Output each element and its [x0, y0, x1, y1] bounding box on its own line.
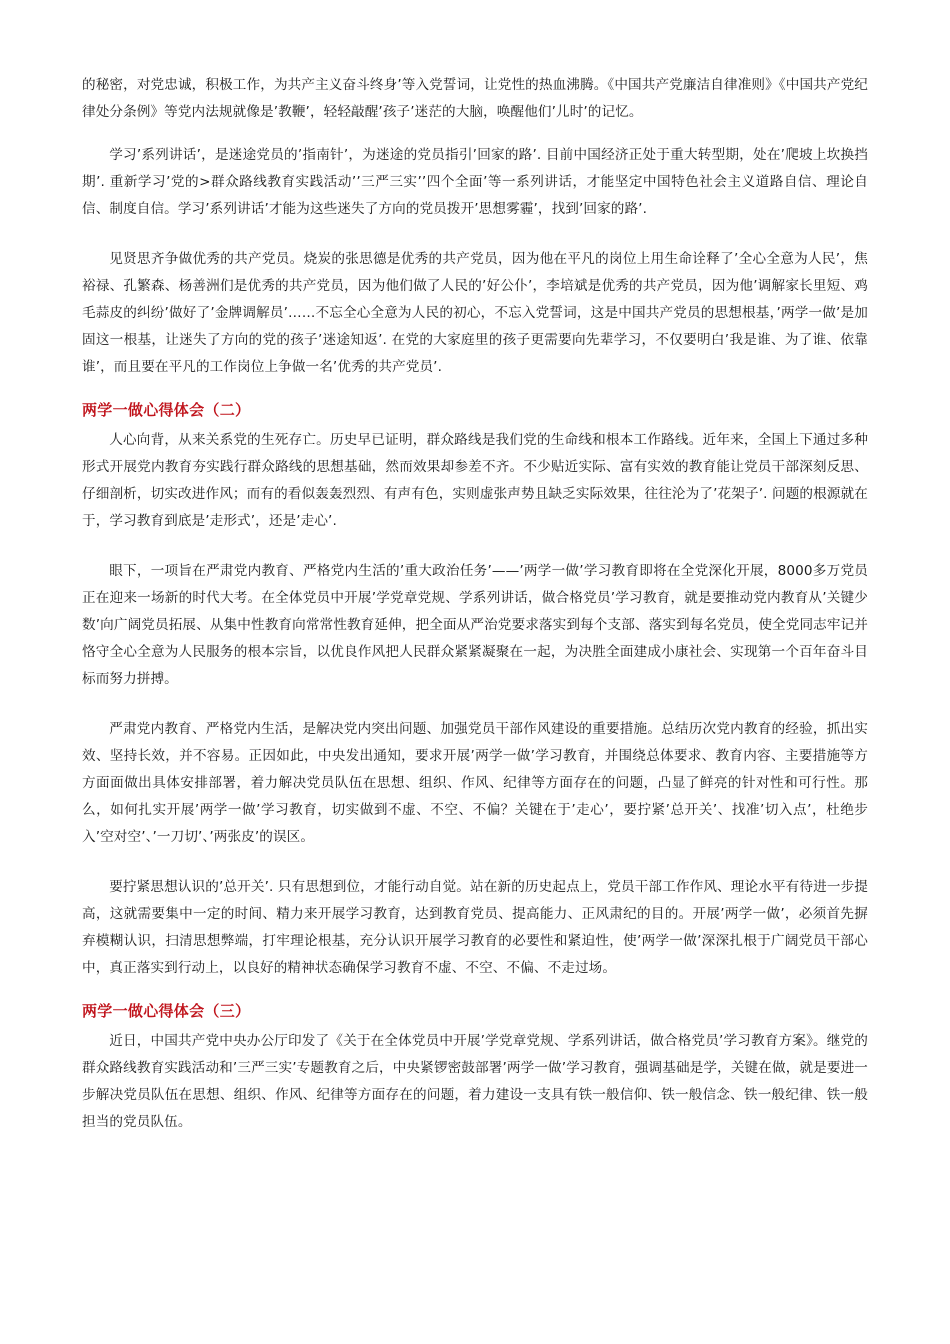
- paragraph: 眼下，一项旨在严肃党内教育、严格党内生活的’重大政治任务’——’两学一做’学习教育即将在全党深化开展，8000多万党员正在迎来一场新的时代大考。在全体党员中开展’学党章党规、学系列讲话，做合格党员’学习教育，就是要推动党内教育从’关键少数’向广阔党员拓展、从集中性教育向常常性教育延伸，把全面从严治党要求落实到每个支部、落实到每名党员，使全党同志牢记并恪守全心全意为人民服务的根本宗旨，以优良作风把人民群众紧紧凝聚在一起，为决胜全面建成小康社会、实现第一个百年奋斗目标而努力拼搏。: [82, 563, 868, 687]
- paragraph: 严肃党内教育、严格党内生活，是解决党内突出问题、加强党员干部作风建设的重要措施。总结历次党内教育的经验，抓出实效、坚持长效，并不容易。正因如此，中央发出通知，要求开展’两学一做’学习教育，并围绕总体要求、教育内容、主要措施等方方面面做出具体安排部署，着力解决党员队伍在思想、组织、作风、纪律等方面存在的问题，凸显了鲜亮的针对性和可行性。那么，如何扎实开展’两学一做’学习教育，切实做到不虚、不空、不偏？关键在于’走心’，要拧紧’总开关’、找准’切入点’，杜绝步入’空对空’、’一刀切’、’两张皮’的误区。: [82, 721, 868, 845]
- section-heading: 两学一做心得体会（三）: [82, 1002, 251, 1020]
- section-heading: 两学一做心得体会（二）: [82, 401, 251, 419]
- paragraph: 人心向背，从来关系党的生死存亡。历史早已证明，群众路线是我们党的生命线和根本工作路线。近年来，全国上下通过多种形式开展党内教育夯实践行群众路线的思想基础，然而效果却参差不齐。不少贴近实际、富有实效的教育能让党员干部深刻反思、仔细剖析，切实改进作风；而有的看似轰轰烈烈、有声有色，实则虚张声势且缺乏实际效果，往往沦为了’花架子’. 问题的根源就在于，学习教育到底是’走形式’，还是’走心’.: [82, 432, 868, 529]
- paragraph: 的秘密，对党忠诚，积极工作，为共产主义奋斗终身’等入党誓词，让党性的热血沸腾。《中国共产党廉洁自律准则》《中国共产党纪律处分条例》等党内法规就像是’教鞭’，轻轻敲醒’孩子’迷茫的大脑，唤醒他们’儿时’的记忆。: [82, 77, 868, 120]
- paragraph: 见贤思齐争做优秀的共产党员。烧炭的张思德是优秀的共产党员，因为他在平凡的岗位上用生命诠释了’全心全意为人民’，焦裕禄、孔繁森、杨善洲们是优秀的共产党员，因为他们做了人民的’好公仆’，李培斌是优秀的共产党员，因为他’调解家长里短、鸡毛蒜皮的纠纷’做好了’金牌调解员’……不忘全心全意为人民的初心，不忘入党誓词，这是中国共产党员的思想根基，’两学一做’是加固这一根基，让迷失了方向的党的孩子’迷途知返’. 在党的大家庭里的孩子更需要向先辈学习，不仅要明白’我是谁、为了谁、依靠谁’，而且要在平凡的工作岗位上争做一名’优秀的共产党员’.: [82, 251, 868, 375]
- paragraph: 近日，中国共产党中央办公厅印发了《关于在全体党员中开展’学党章党规、学系列讲话，做合格党员’学习教育方案》。继党的群众路线教育实践活动和’三严三实’专题教育之后，中央紧锣密鼓部署’两学一做’学习教育，强调基础是学，关键在做，就是要进一步解决党员队伍在思想、组织、作风、纪律等方面存在的问题，着力建设一支具有铁一般信仰、铁一般信念、铁一般纪律、铁一般担当的党员队伍。: [82, 1033, 868, 1130]
- paragraph: 学习’系列讲话’，是迷途党员的’指南针’，为迷途的党员指引’回家的路’. 目前中国经济正处于重大转型期，处在’爬坡上坎换挡期’. 重新学习’党的>群众路线教育实践活动’’三严三实’’四个全面’等一系列讲话，才能坚定中国特色社会主义道路自信、理论自信、制度自信。学习’系列讲话’才能为这些迷失了方向的党员拨开’思想雾霾’，找到’回家的路’.: [82, 147, 868, 217]
- document-page: [82, 72, 868, 1159]
- paragraph: 要拧紧思想认识的’总开关’. 只有思想到位，才能行动自觉。站在新的历史起点上，党员干部工作作风、理论水平有待进一步提高，这就需要集中一定的时间、精力来开展学习教育，达到教育党员、提高能力、正风肃纪的目的。开展’两学一做’，必须首先摒弃模糊认识，扫清思想弊端，打牢理论根基，充分认识开展学习教育的必要性和紧迫性，使’两学一做’深深扎根于广阔党员干部心中，真正落实到行动上，以良好的精神状态确保学习教育不虚、不空、不偏、不走过场。: [82, 879, 868, 976]
